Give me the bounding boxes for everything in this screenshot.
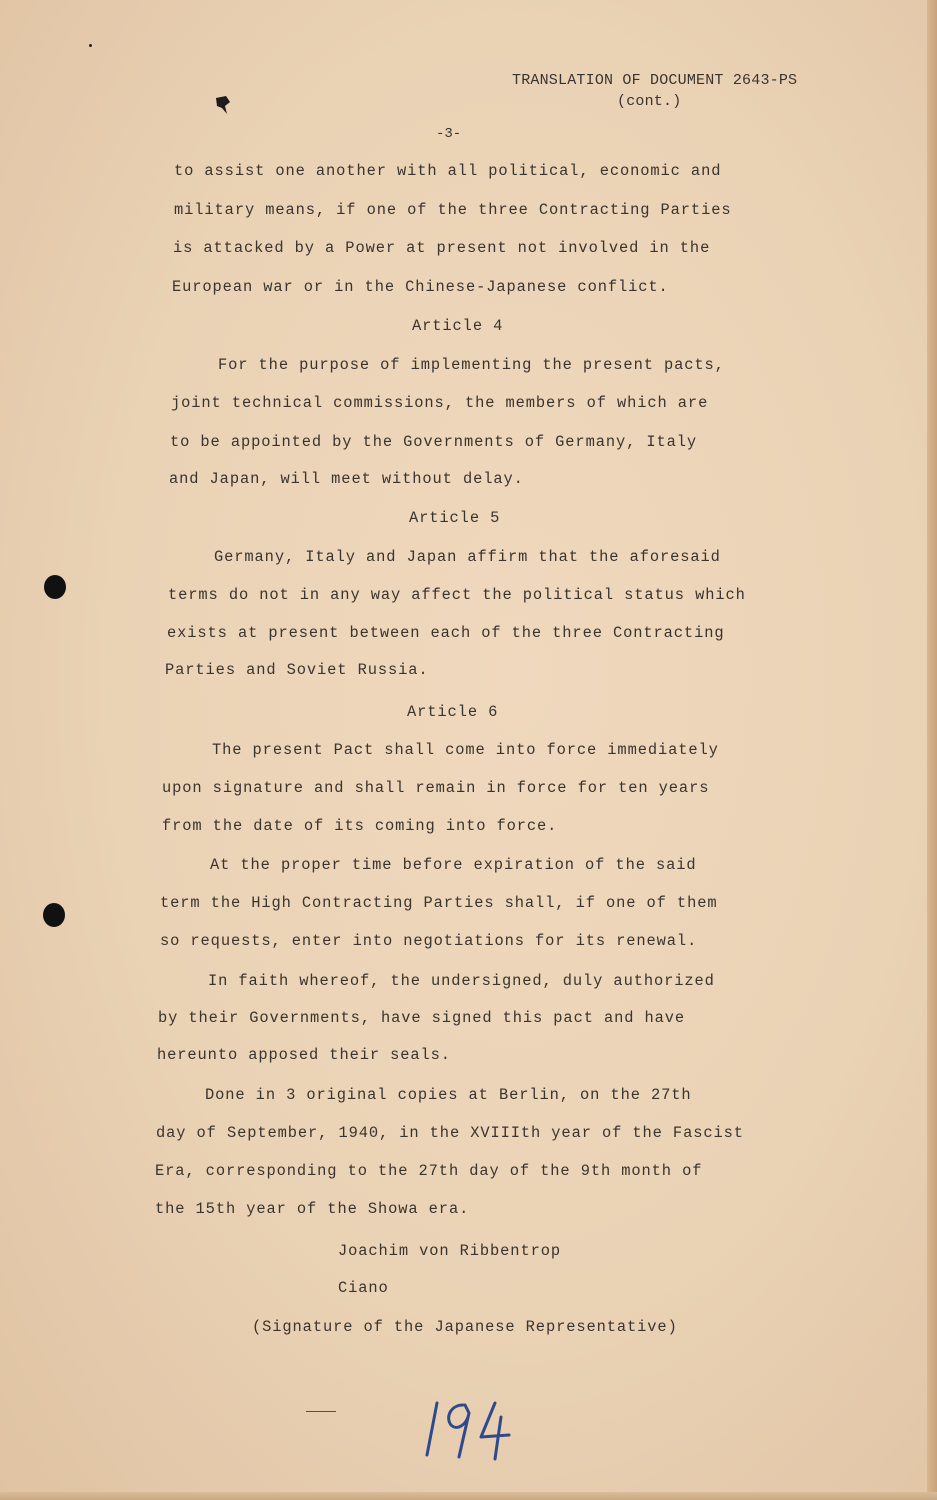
body-line: so requests, enter into negotiations for its renewal.	[160, 932, 698, 950]
short-dash	[306, 1411, 336, 1412]
body-line: Germany, Italy and Japan affirm that the aforesaid	[214, 548, 721, 566]
article-heading: Article 5	[409, 509, 501, 527]
signature-ribbentrop: Joachim von Ribbentrop	[338, 1242, 561, 1260]
handwritten-page-number	[415, 1395, 515, 1465]
body-line: to assist one another with all political, economic and	[174, 162, 722, 180]
body-line: from the date of its coming into force.	[162, 817, 558, 835]
body-line: term the High Contracting Parties shall, if one of them	[160, 894, 718, 912]
punch-hole-upper	[44, 575, 66, 599]
page-edge-bottom	[0, 1492, 937, 1500]
body-line: military means, if one of the three Contracting Parties	[174, 201, 732, 219]
signature-japanese-representative: (Signature of the Japanese Representative)	[252, 1318, 678, 1336]
article-heading: Article 4	[412, 317, 504, 335]
body-line: Era, corresponding to the 27th day of the 9th month of	[155, 1162, 703, 1180]
page-number: -3-	[436, 126, 462, 142]
header-title: TRANSLATION OF DOCUMENT 2643-PS	[512, 72, 798, 89]
body-line: and Japan, will meet without delay.	[169, 470, 524, 488]
ink-speck	[89, 44, 92, 47]
body-line: upon signature and shall remain in force for ten years	[162, 779, 710, 797]
body-line: to be appointed by the Governments of Germany, Italy	[170, 433, 698, 451]
body-line: At the proper time before expiration of the said	[210, 856, 697, 874]
body-line: Parties and Soviet Russia.	[165, 661, 429, 679]
body-line: The present Pact shall come into force immediately	[212, 741, 719, 759]
body-line: joint technical commissions, the members of which are	[171, 394, 709, 412]
punch-hole-lower	[43, 903, 65, 927]
body-line: exists at present between each of the three Contracting	[167, 624, 725, 642]
signature-ciano: Ciano	[338, 1279, 389, 1297]
body-line: the 15th year of the Showa era.	[155, 1200, 470, 1218]
body-line: In faith whereof, the undersigned, duly authorized	[208, 972, 715, 990]
body-line: terms do not in any way affect the political status which	[168, 586, 746, 604]
body-line: is attacked by a Power at present not involved in the	[173, 239, 711, 257]
body-line: Done in 3 original copies at Berlin, on the 27th	[205, 1086, 692, 1104]
body-line: by their Governments, have signed this pact and have	[158, 1009, 686, 1027]
body-line: For the purpose of implementing the present pacts,	[218, 356, 725, 374]
body-line: hereunto apposed their seals.	[157, 1046, 451, 1064]
article-heading: Article 6	[407, 703, 499, 721]
page-edge-right	[927, 0, 937, 1500]
document-header	[512, 70, 797, 112]
header-continued: (cont.)	[617, 93, 682, 110]
body-line: day of September, 1940, in the XVIIIth year of the Fascist	[156, 1124, 744, 1142]
ink-blot	[214, 94, 234, 116]
body-line: European war or in the Chinese-Japanese conflict.	[172, 278, 669, 296]
